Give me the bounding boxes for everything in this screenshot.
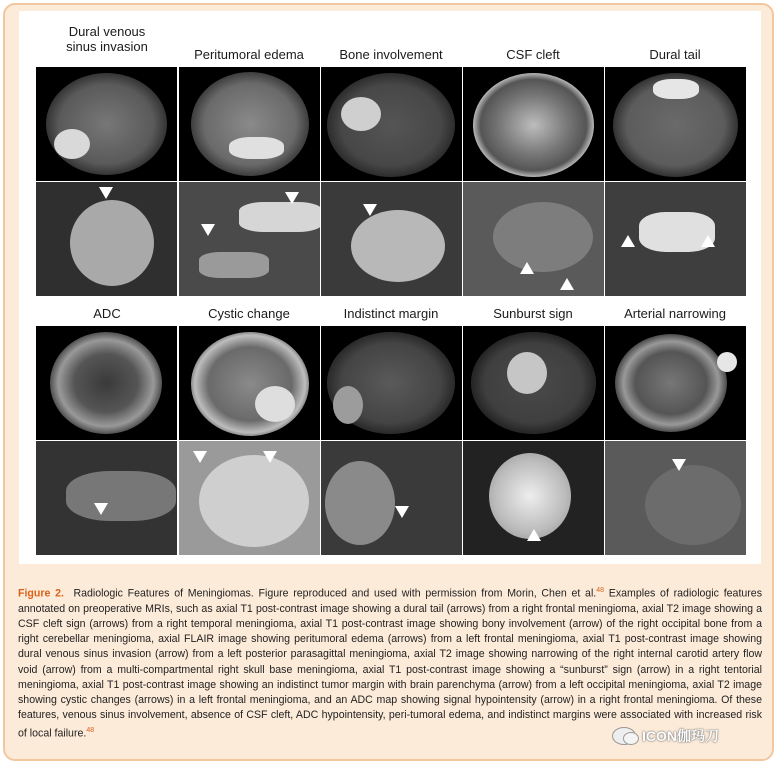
title-bone-involvement: Bone involvement: [339, 47, 443, 62]
mri-csf-zoom: [463, 182, 604, 296]
title-csf-cleft: CSF cleft: [506, 47, 560, 62]
caption-text: Radiologic Features of Meningiomas. Figure reproduced and used with permission from Morin, Chen et al.: [73, 587, 597, 600]
mri-cystic-zoom: [179, 441, 320, 555]
title-line-2: sinus invasion: [66, 39, 148, 54]
figure-caption: [18, 583, 762, 742]
mri-sunburst-zoom: [463, 441, 604, 555]
mri-dural-tail-zoom: [605, 182, 746, 296]
mri-indistinct-axial: [321, 326, 462, 440]
reference-48-end: 48: [86, 727, 95, 735]
arrow-marker: [520, 262, 534, 274]
mri-dural-tail-axial: [605, 67, 746, 181]
title-sunburst-sign: Sunburst sign: [493, 306, 573, 321]
mri-edema-zoom: [179, 182, 320, 296]
title-dural-venous-sinus-invasion: [37, 24, 177, 54]
arrow-marker: [527, 529, 541, 541]
arrow-marker: [560, 278, 574, 290]
mri-indistinct-zoom: [321, 441, 462, 555]
title-indistinct-margin: Indistinct margin: [343, 306, 439, 321]
mri-bone-zoom: [321, 182, 462, 296]
arrow-marker: [363, 204, 377, 216]
mri-csf-axial: [463, 67, 604, 181]
mri-adc-zoom: [36, 441, 177, 555]
arrow-marker: [621, 235, 635, 247]
mri-arterial-axial: [605, 326, 746, 440]
mri-dural-sinus-axial: [36, 67, 177, 181]
arrow-marker: [94, 503, 108, 515]
mri-dural-sinus-zoom: [36, 182, 177, 296]
title-dural-tail: Dural tail: [649, 47, 701, 62]
arrow-marker: [285, 192, 299, 204]
arrow-marker: [201, 224, 215, 236]
arrow-marker: [672, 459, 686, 471]
arrow-marker: [395, 506, 409, 518]
title-line-1: Dural venous: [68, 24, 146, 39]
title-adc: ADC: [93, 306, 121, 321]
arrow-marker: [99, 187, 113, 199]
watermark: [612, 724, 719, 748]
watermark-text: ICON伽玛刀: [642, 728, 719, 744]
arrow-marker: [193, 451, 207, 463]
title-cystic-change: Cystic change: [208, 306, 290, 321]
title-arterial-narrowing: Arterial narrowing: [624, 306, 726, 321]
mri-adc-axial: [36, 326, 177, 440]
mri-bone-axial: [321, 67, 462, 181]
mri-edema-axial: [179, 67, 320, 181]
mri-sunburst-axial: [463, 326, 604, 440]
figure-panels: [19, 11, 761, 564]
reference-48: 48: [596, 587, 605, 594]
arrow-marker: [701, 235, 715, 247]
mri-cystic-axial: [179, 326, 320, 440]
mri-arterial-zoom: [605, 441, 746, 555]
wechat-icon: [612, 727, 636, 745]
caption-text-continued: Examples of radiologic features annotated on preoperative MRIs, such as axial T1 post-contrast image showing a dural tail (arrows) from a right frontal meningioma, axial T2 image showing a CSF cleft sign (arrows) from a right temporal meningioma, axial T1 post-contrast image showing bony involvement (arrow) of the right occipital bone from a right cerebellar meningioma, axial FLAIR image showing peritumoral edema (arrows) from a left frontal meningioma, axial T1 post-contrast image showing dural venous sinus invasion (arrow) from a left posterior parasagittal meningioma, axial T2 image showing narrowing of the right internal carotid artery flow void (arrow) from a multi-compartmental right skull base meningioma, axial T1 post-contrast image showing a “sunburst” sign (arrow) in a right tentorial meningioma, axial T1 post-contrast image showing an indistinct tumor margin with brain parenchyma (arrow) from a left occipital meningioma, axial T2 image showing cystic changes (arrows) in a left frontal meningioma, and an ADC map showing signal hypointensity (arrow) in a right frontal meningioma. Of these features, venous sinus involvement, absence of CSF cleft, ADC hypointensity, peri-tumoral edema, and indistinct margins were associated with increased risk of local failure.: [18, 587, 762, 740]
figure-label: Figure 2.: [18, 587, 64, 600]
title-peritumoral-edema: Peritumoral edema: [194, 47, 304, 62]
arrow-marker: [263, 451, 277, 463]
